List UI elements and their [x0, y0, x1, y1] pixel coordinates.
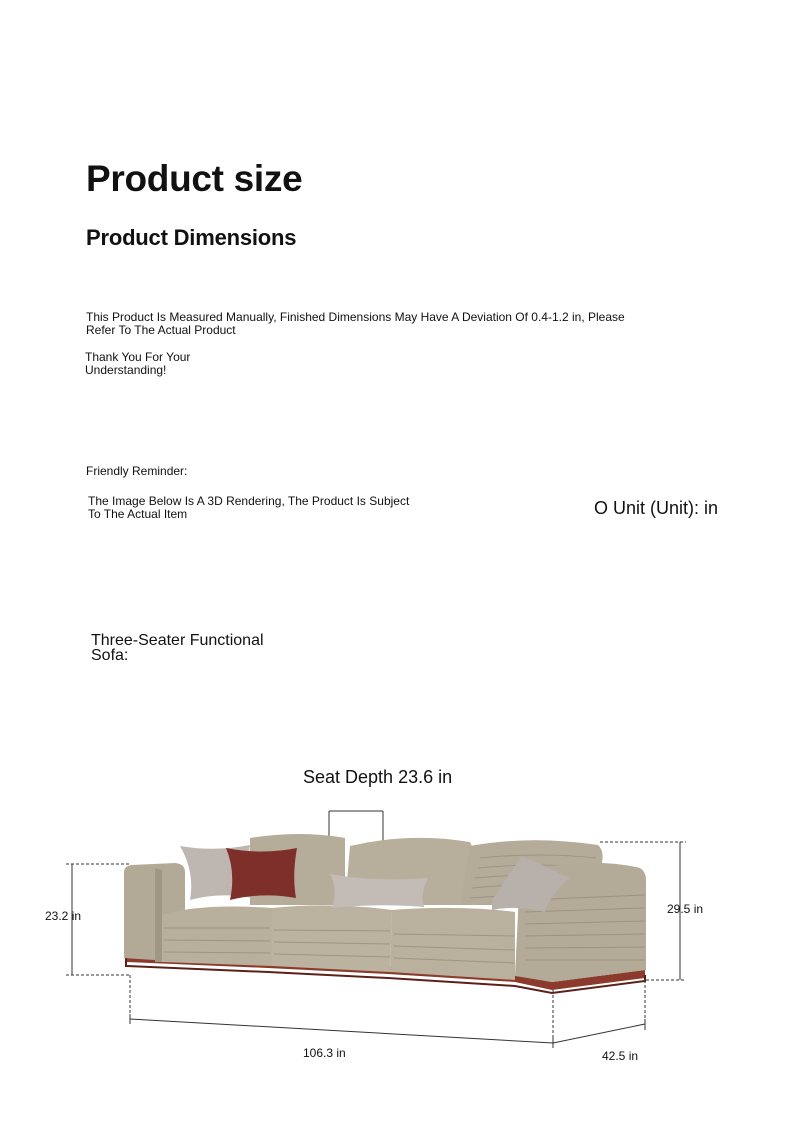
pillow-red: [226, 848, 297, 900]
sofa-seat-cushion-left: [162, 907, 272, 966]
width-label: 106.3 in: [303, 1046, 346, 1060]
depth-marker: [553, 980, 645, 1043]
pillow-grey-center: [330, 874, 428, 908]
depth-label: 42.5 in: [602, 1049, 639, 1063]
rendering-note: The Image Below Is A 3D Rendering, The Product Is Subject To The Actual Item: [88, 494, 410, 521]
product-name: Three-Seater Functional Sofa:: [91, 632, 264, 664]
sofa-illustration: [124, 834, 646, 993]
unit-label: O Unit (Unit): in: [594, 498, 719, 518]
seat-depth-label: Seat Depth 23.6 in: [303, 767, 453, 787]
page-title: Product size: [86, 158, 303, 199]
back-height-label: 29.5 in: [667, 902, 704, 916]
section-subtitle: Product Dimensions: [86, 225, 297, 250]
measurement-note: This Product Is Measured Manually, Finished Dimensions May Have A Deviation Of 0.4-1.2 in, Please Refer To The Actual Product: [86, 310, 625, 337]
width-marker: [130, 975, 553, 1048]
thanks-note: Thank You For Your Understanding!: [85, 350, 191, 377]
reminder-label: Friendly Reminder:: [86, 464, 188, 478]
seat-height-label: 23.2 in: [45, 909, 82, 923]
